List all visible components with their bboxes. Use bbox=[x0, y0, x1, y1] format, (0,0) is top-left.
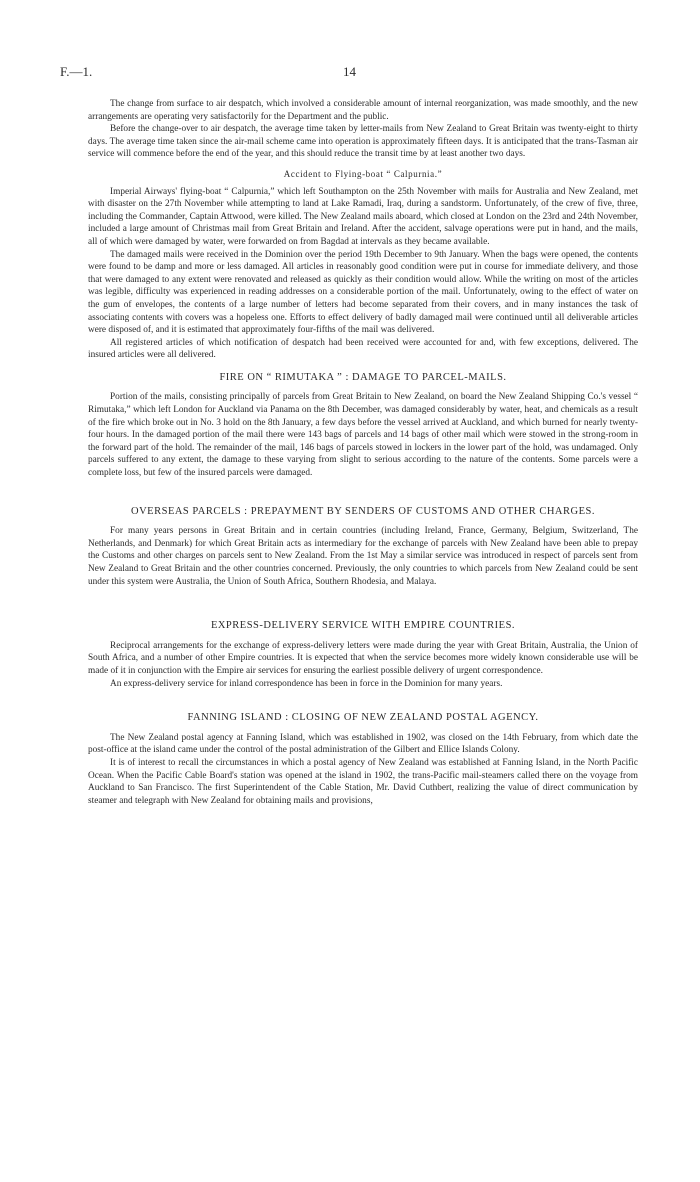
paragraph: The damaged mails were received in the Dominion over the period 19th December to 9th January. When the bags were opened, the contents were found to be damp and more or less damaged. All articles in reasonably good condition were put in course for immediate delivery, and those that were damaged to any extent were renovated and released as quickly as their condition would allow. While the writing on most of the articles was legible, difficulty was experienced in reading addresses on a considerable portion of the mail. Unfortunately, owing to the effect of water on the gum of envelopes, the contents of a large number of letters had become separated from their covers, and in many instances the task of associating contents with covers was a hopeless one. Efforts to effect delivery of badly damaged mail were continued until all deliverable articles were disposed of, and it is estimated that approximately four-fifths of the mail was delivered. bbox=[88, 249, 638, 336]
document-reference: F.—1. bbox=[60, 64, 93, 79]
paragraph: An express-delivery service for inland correspondence has been in force in the Dominion for many years. bbox=[110, 678, 503, 689]
paragraph: All registered articles of which notification of despatch had been received were accounted for and, with few exceptions, delivered. The insured articles were all delivered. bbox=[88, 337, 638, 361]
paragraph: Portion of the mails, consisting principally of parcels from Great Britain to New Zealand, on board the New Zealand Shipping Co.'s vessel “ Rimutaka,” which left London for Auckland via Panama on the 8th December, was damaged considerably by water, heat, and chemicals as a result of the fire which broke out in No. 3 hold on the 8th January, a few days before the vessel arrived at Auckland, and which burned for nearly twenty-four hours. In the damaged portion of the mail there were 143 bags of parcels and 14 bags of other mail which were stowed in the strong-room in the forward part of the hold. The remainder of the mail, 146 bags of parcels stowed in lockers in the lower part of the hold, was undamaged. Only parcels suffered to any extent, the damage to these varying from slight to serious according to the nature of the contents. Some parcels were a complete loss, but few of the insured parcels were damaged. bbox=[88, 392, 638, 479]
section-heading-rimutaka: FIRE ON “ RIMUTAKA ” : DAMAGE TO PARCEL-MAILS. bbox=[219, 371, 507, 383]
paragraph: The New Zealand postal agency at Fanning Island, which was established in 1902, was closed on the 14th February, from which date the post-office at the island came under the control of the postal administration of the Gilbert and Ellice Islands Colony. bbox=[88, 732, 638, 756]
page-number: 14 bbox=[343, 64, 356, 79]
paragraph: Imperial Airways' flying-boat “ Calpurnia,” which left Southampton on the 25th November with mails for Australia and New Zealand, met with disaster on the 27th November while attempting to land at Lake Ramadi, Iraq, during a sandstorm. Unfortunately, of the crew of five, three, including the Commander, Captain Attwood, were killed. The New Zealand mails aboard, which closed at London on the 23rd and 24th November, included a large amount of Christmas mail from Great Britain and Ireland. After the accident, salvage operations were put in hand, and the mails, all of which were damaged by water, were forwarded on from Bagdad at intervals as they became available. bbox=[88, 186, 638, 247]
section-heading-express-delivery: EXPRESS-DELIVERY SERVICE WITH EMPIRE COUNTRIES. bbox=[210, 620, 516, 632]
paragraph: Reciprocal arrangements for the exchange of express-delivery letters were made during the year with Great Britain, Australia, the Union of South Africa, and a number of other Empire countries. It is expected that when the service becomes more widely known considerable use will be made of it in conjunction with the Empire air services for ensuring the earliest possible delivery of urgent correspondence. bbox=[88, 640, 638, 676]
section-heading-fanning-island: FANNING ISLAND : CLOSING OF NEW ZEALAND POSTAL AGENCY. bbox=[187, 712, 539, 724]
paragraph: Before the change-over to air despatch, the average time taken by letter-mails from New Zealand to Great Britain was twenty-eight to thirty days. The average time taken since the air-mail scheme came into operation is approximately fifteen days. It is anticipated that the trans-Tasman air service will commence before the end of the year, and this should reduce the transit time by at least another two days. bbox=[88, 124, 638, 160]
body-text bbox=[88, 98, 638, 807]
paragraph: For many years persons in Great Britain and in certain countries (including Ireland, France, Germany, Belgium, Switzerland, The Netherlands, and Denmark) for which Great Britain acts as intermediary for the exchange of parcels with New Zealand have been able to prepay the Customs and other charges on parcels sent to New Zealand. From the 1st May a similar service was introduced in respect of parcels sent from New Zealand to Great Britain and the other countries concerned. Previously, the only countries to which parcels from New Zealand could be sent under this system were Australia, the Union of South Africa, Southern Rhodesia, and Malaya. bbox=[88, 526, 638, 587]
running-header bbox=[60, 64, 650, 80]
paragraph: The change from surface to air despatch, which involved a considerable amount of internal reorganization, was made smoothly, and the new arrangements are operating very satisfactorily for the Department and the public. bbox=[88, 99, 638, 122]
paragraph: It is of interest to recall the circumstances in which a postal agency of New Zealand was established at Fanning Island, in the North Pacific Ocean. When the Pacific Cable Board's station was opened at the island in 1902, the trans-Pacific mail-steamers called there on the voyage from Auckland to San Francisco. The first Superintendent of the Cable Station, Mr. David Cuthbert, realizing the value of direct communication by steamer and telegraph with New Zealand for obtaining mails and provisions, bbox=[88, 757, 638, 806]
section-heading-overseas-parcels: OVERSEAS PARCELS : PREPAYMENT BY SENDERS OF CUSTOMS AND OTHER CHARGES. bbox=[131, 505, 595, 517]
section-heading-calpurnia: Accident to Flying-boat “ Calpurnia.” bbox=[283, 168, 443, 179]
